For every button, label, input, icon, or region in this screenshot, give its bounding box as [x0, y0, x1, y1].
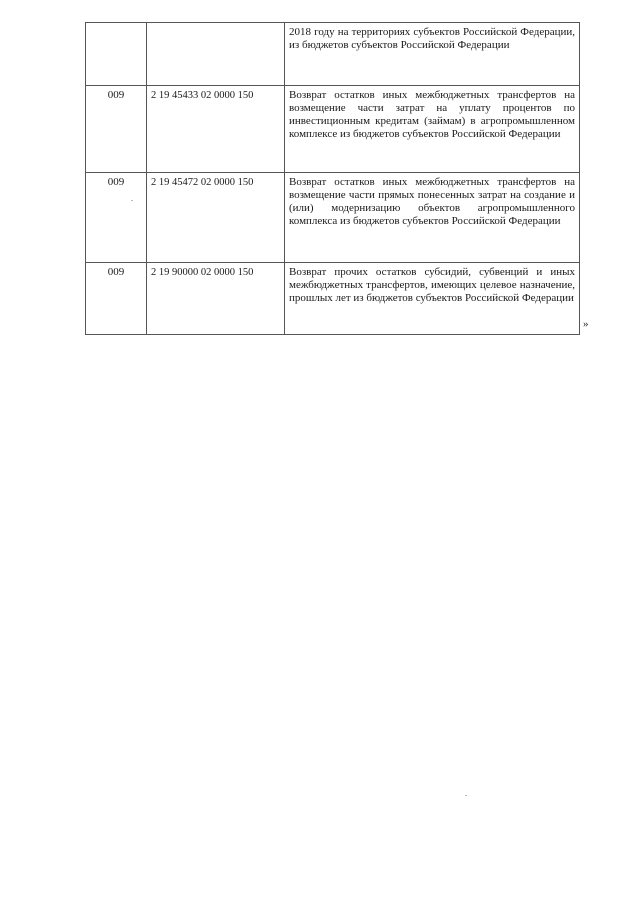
- table-row: [86, 173, 580, 263]
- income-name-cell: 2018 году на территориях субъектов Российской Федерации, из бюджетов субъектов Российской Федерации: [285, 23, 580, 86]
- income-name-cell: Возврат прочих остатков субсидий, субвенций и иных межбюджетных трансфертов, имеющих целевое назначение, прошлых лет из бюджетов субъектов Российской Федерации: [285, 263, 580, 335]
- admin-code-cell: 009: [86, 263, 147, 335]
- admin-code-cell: 009: [86, 173, 147, 263]
- budget-code-cell: 2 19 90000 02 0000 150: [147, 263, 285, 335]
- table-row: [86, 263, 580, 335]
- budget-code-cell: [147, 23, 285, 86]
- table-row: [86, 23, 580, 86]
- budget-code-cell: 2 19 45472 02 0000 150: [147, 173, 285, 263]
- budget-code-cell: 2 19 45433 02 0000 150: [147, 86, 285, 173]
- scan-speck: [465, 795, 467, 796]
- income-name-cell: Возврат остатков иных межбюджетных трансфертов на возмещение части затрат на уплату процентов по инвестиционным кредитам (займам) в агропромышленном комплексе из бюджетов субъектов Российской Федерации: [285, 86, 580, 173]
- scan-speck: [131, 200, 133, 201]
- income-name-cell: Возврат остатков иных межбюджетных трансфертов на возмещение части прямых понесенных затрат на создание и (или) модернизацию объектов агропромышленного комплекса из бюджетов субъектов Российской Федерации: [285, 173, 580, 263]
- admin-code-cell: 009: [86, 86, 147, 173]
- table-row: [86, 86, 580, 173]
- admin-code-cell: [86, 23, 147, 86]
- budget-classification-table: [85, 22, 580, 335]
- closing-quote-mark: »: [583, 318, 589, 330]
